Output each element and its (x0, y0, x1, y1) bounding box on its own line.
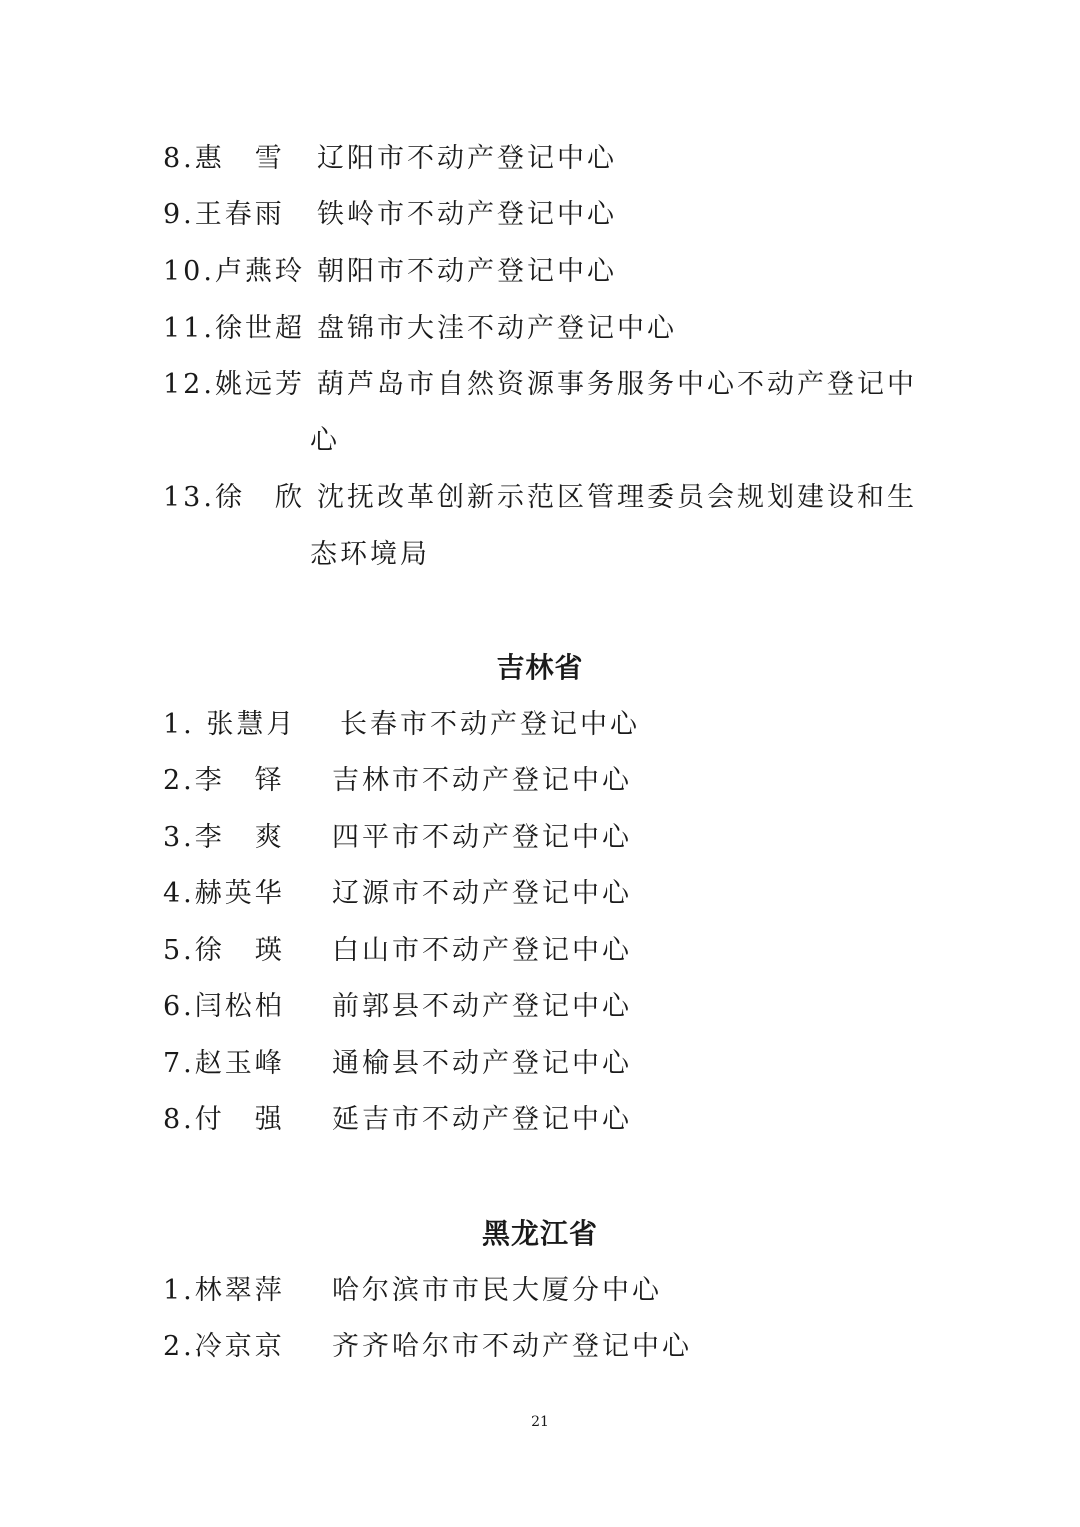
person-name: 1. 张慧月 (163, 709, 297, 740)
list-item (0, 753, 1080, 809)
list-item (0, 979, 1080, 1035)
list-item (0, 1036, 1080, 1092)
list-item (0, 923, 1080, 979)
list-item (0, 244, 1080, 300)
organization-continuation: 心 (310, 425, 340, 456)
person-name: 11.徐世超 (163, 313, 305, 344)
person-name: 7.赵玉峰 (163, 1048, 285, 1079)
organization: 前郭县不动产登记中心 (332, 991, 632, 1022)
organization: 齐齐哈尔市不动产登记中心 (332, 1331, 692, 1362)
list-item (0, 1092, 1080, 1148)
organization: 四平市不动产登记中心 (332, 822, 632, 853)
organization: 朝阳市不动产登记中心 (317, 256, 617, 287)
person-name: 5.徐 瑛 (163, 935, 285, 966)
organization: 葫芦岛市自然资源事务服务中心不动产登记中 (317, 369, 917, 400)
section-heading-heilongjiang: 黑龙江省 (481, 1217, 598, 1250)
person-name: 6.闫松柏 (163, 991, 285, 1022)
list-item (0, 131, 1080, 187)
page-number: 21 (531, 1414, 549, 1430)
list-item (0, 470, 1080, 526)
person-name: 2.李 铎 (163, 765, 285, 796)
person-name: 10.卢燕玲 (163, 256, 305, 287)
person-name: 3.李 爽 (163, 822, 285, 853)
organization: 通榆县不动产登记中心 (332, 1048, 632, 1079)
organization: 哈尔滨市市民大厦分中心 (332, 1275, 662, 1306)
list-item (0, 697, 1080, 753)
organization: 盘锦市大洼不动产登记中心 (317, 313, 677, 344)
person-name: 1.林翠萍 (163, 1275, 285, 1306)
list-item (0, 1263, 1080, 1319)
organization: 白山市不动产登记中心 (332, 935, 632, 966)
organization: 辽源市不动产登记中心 (332, 878, 632, 909)
organization: 沈抚改革创新示范区管理委员会规划建设和生 (317, 482, 917, 513)
person-name: 8.惠 雪 (163, 143, 285, 174)
list-item (0, 866, 1080, 922)
person-name: 8.付 强 (163, 1104, 285, 1135)
list-item (0, 1319, 1080, 1375)
organization: 吉林市不动产登记中心 (332, 765, 632, 796)
person-name: 2.冷京京 (163, 1331, 285, 1362)
list-item (0, 810, 1080, 866)
list-item (0, 187, 1080, 243)
section-heading-jilin: 吉林省 (496, 651, 584, 684)
organization: 延吉市不动产登记中心 (332, 1104, 632, 1135)
person-name: 12.姚远芳 (163, 369, 305, 400)
organization: 辽阳市不动产登记中心 (317, 143, 617, 174)
organization: 铁岭市不动产登记中心 (317, 199, 617, 230)
list-item (0, 357, 1080, 413)
person-name: 9.王春雨 (163, 199, 285, 230)
organization: 长春市不动产登记中心 (340, 709, 640, 740)
list-item (0, 301, 1080, 357)
organization-continuation: 态环境局 (310, 539, 430, 570)
person-name: 4.赫英华 (163, 878, 285, 909)
person-name: 13.徐 欣 (163, 482, 305, 513)
